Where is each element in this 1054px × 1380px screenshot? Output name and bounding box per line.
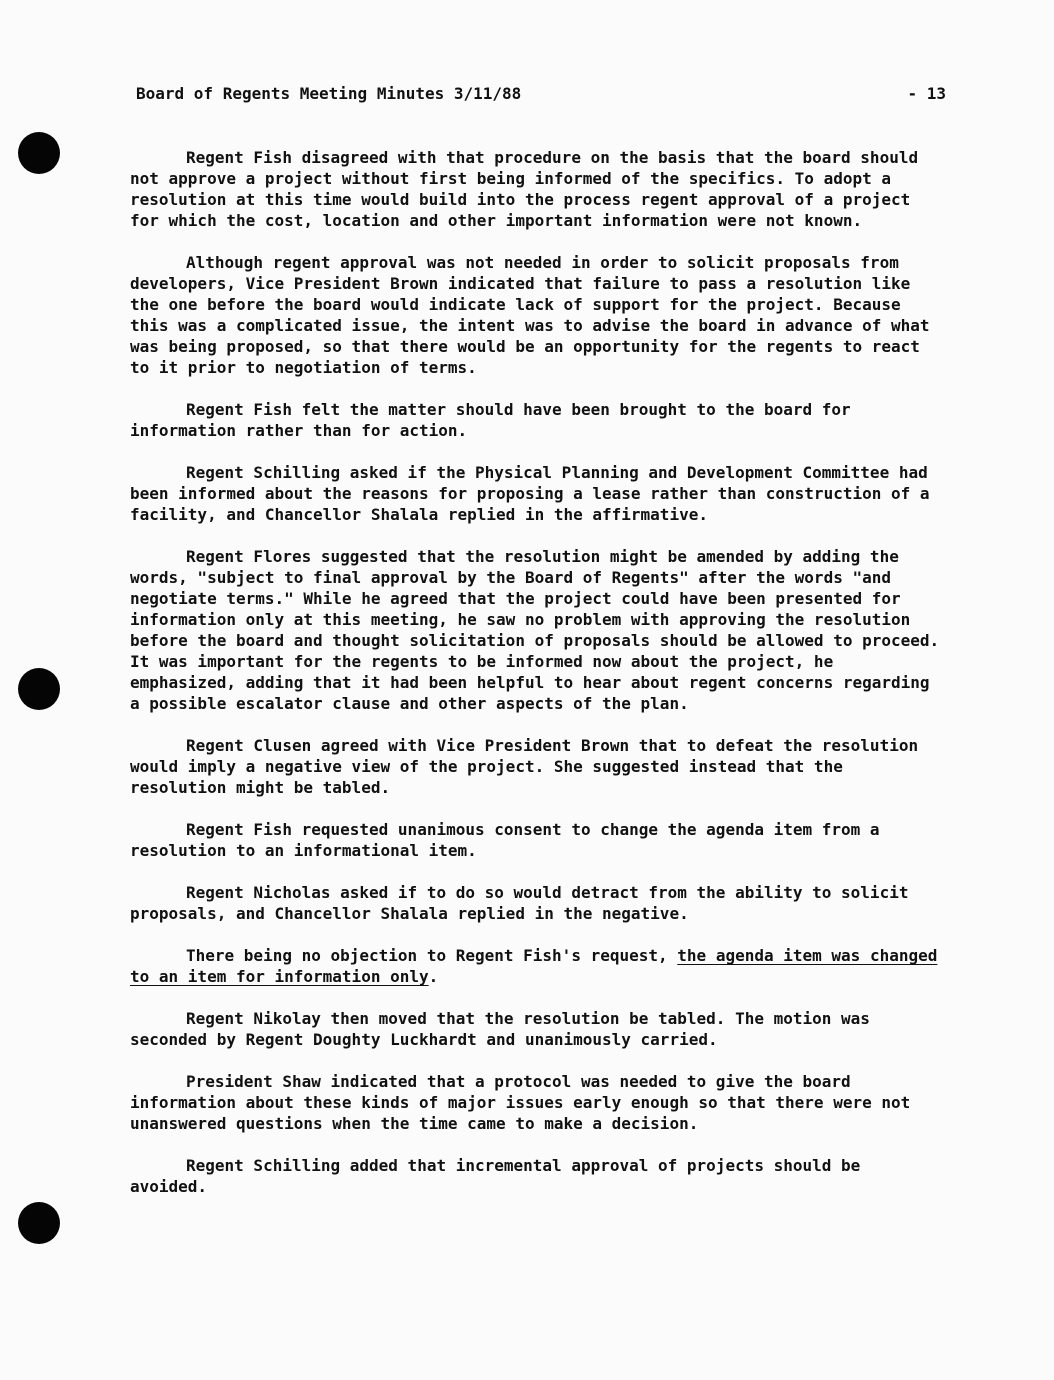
document-title: Board of Regents Meeting Minutes 3/11/88 bbox=[136, 84, 522, 103]
minutes-body bbox=[130, 147, 940, 1197]
decision-paragraph bbox=[130, 945, 940, 987]
paragraph: Regent Clusen agreed with Vice President Brown that to defeat the resolution would imply a negative view of the project. She suggested instead that the resolution might be tabled. bbox=[130, 736, 919, 797]
punch-hole-bottom bbox=[18, 1202, 60, 1244]
paragraph: Regent Flores suggested that the resolution might be amended by adding the words, "subject to final approval by the Board of Regents" after the words "and negotiate terms." While he agreed that the project could have been presented for information only at this meeting, he saw no problem with approving the resolution before the board and thought solicitation of proposals should be allowed to proceed. It was important for the regents to be informed now about the project, he emphasized, adding that it had been helpful to hear about regent concerns regarding a possible escalator clause and other aspects of the plan. bbox=[130, 547, 940, 713]
paragraph: Regent Fish felt the matter should have been brought to the board for information rather than for action. bbox=[130, 400, 851, 440]
paragraph: Although regent approval was not needed in order to solicit proposals from developers, Vice President Brown indicated that failure to pass a resolution like the one before the board would indicate lack of support for the project. Because this was a complicated issue, the intent was to advise the board in advance of what was being proposed, so that there would be an opportunity for the regents to react to it prior to negotiation of terms. bbox=[130, 253, 930, 377]
paragraph: Regent Nicholas asked if to do so would detract from the ability to solicit proposals, and Chancellor Shalala replied in the negative. bbox=[130, 883, 909, 923]
paragraph: Regent Fish requested unanimous consent to change the agenda item from a resolution to an informational item. bbox=[130, 820, 880, 860]
decision-text: There being no objection to Regent Fish's request, bbox=[186, 946, 678, 965]
decision-end: . bbox=[428, 967, 439, 986]
paragraph: Regent Schilling added that incremental approval of projects should be avoided. bbox=[130, 1156, 861, 1196]
punch-hole-top bbox=[18, 132, 60, 174]
decision-underlined-text: the agenda item was changed to an item for information only bbox=[130, 946, 938, 986]
paragraph: Regent Schilling asked if the Physical Planning and Development Committee had been informed about the reasons for proposing a lease rather than construction of a facility, and Chancellor Shalala replied in the affirmative. bbox=[130, 463, 930, 524]
page-number: - 13 bbox=[907, 84, 946, 103]
punch-hole-middle bbox=[18, 668, 60, 710]
paragraph: Regent Nikolay then moved that the resolution be tabled. The motion was seconded by Regent Doughty Luckhardt and unanimously carried. bbox=[130, 1009, 870, 1049]
paragraph: Regent Fish disagreed with that procedure on the basis that the board should not approve a project without first being informed of the specifics. To adopt a resolution at this time would build into the process regent approval of a project for which the cost, location and other important information were not known. bbox=[130, 148, 919, 230]
paragraph: President Shaw indicated that a protocol was needed to give the board information about these kinds of major issues early enough so that there were not unanswered questions when the time came to make a decision. bbox=[130, 1072, 911, 1133]
